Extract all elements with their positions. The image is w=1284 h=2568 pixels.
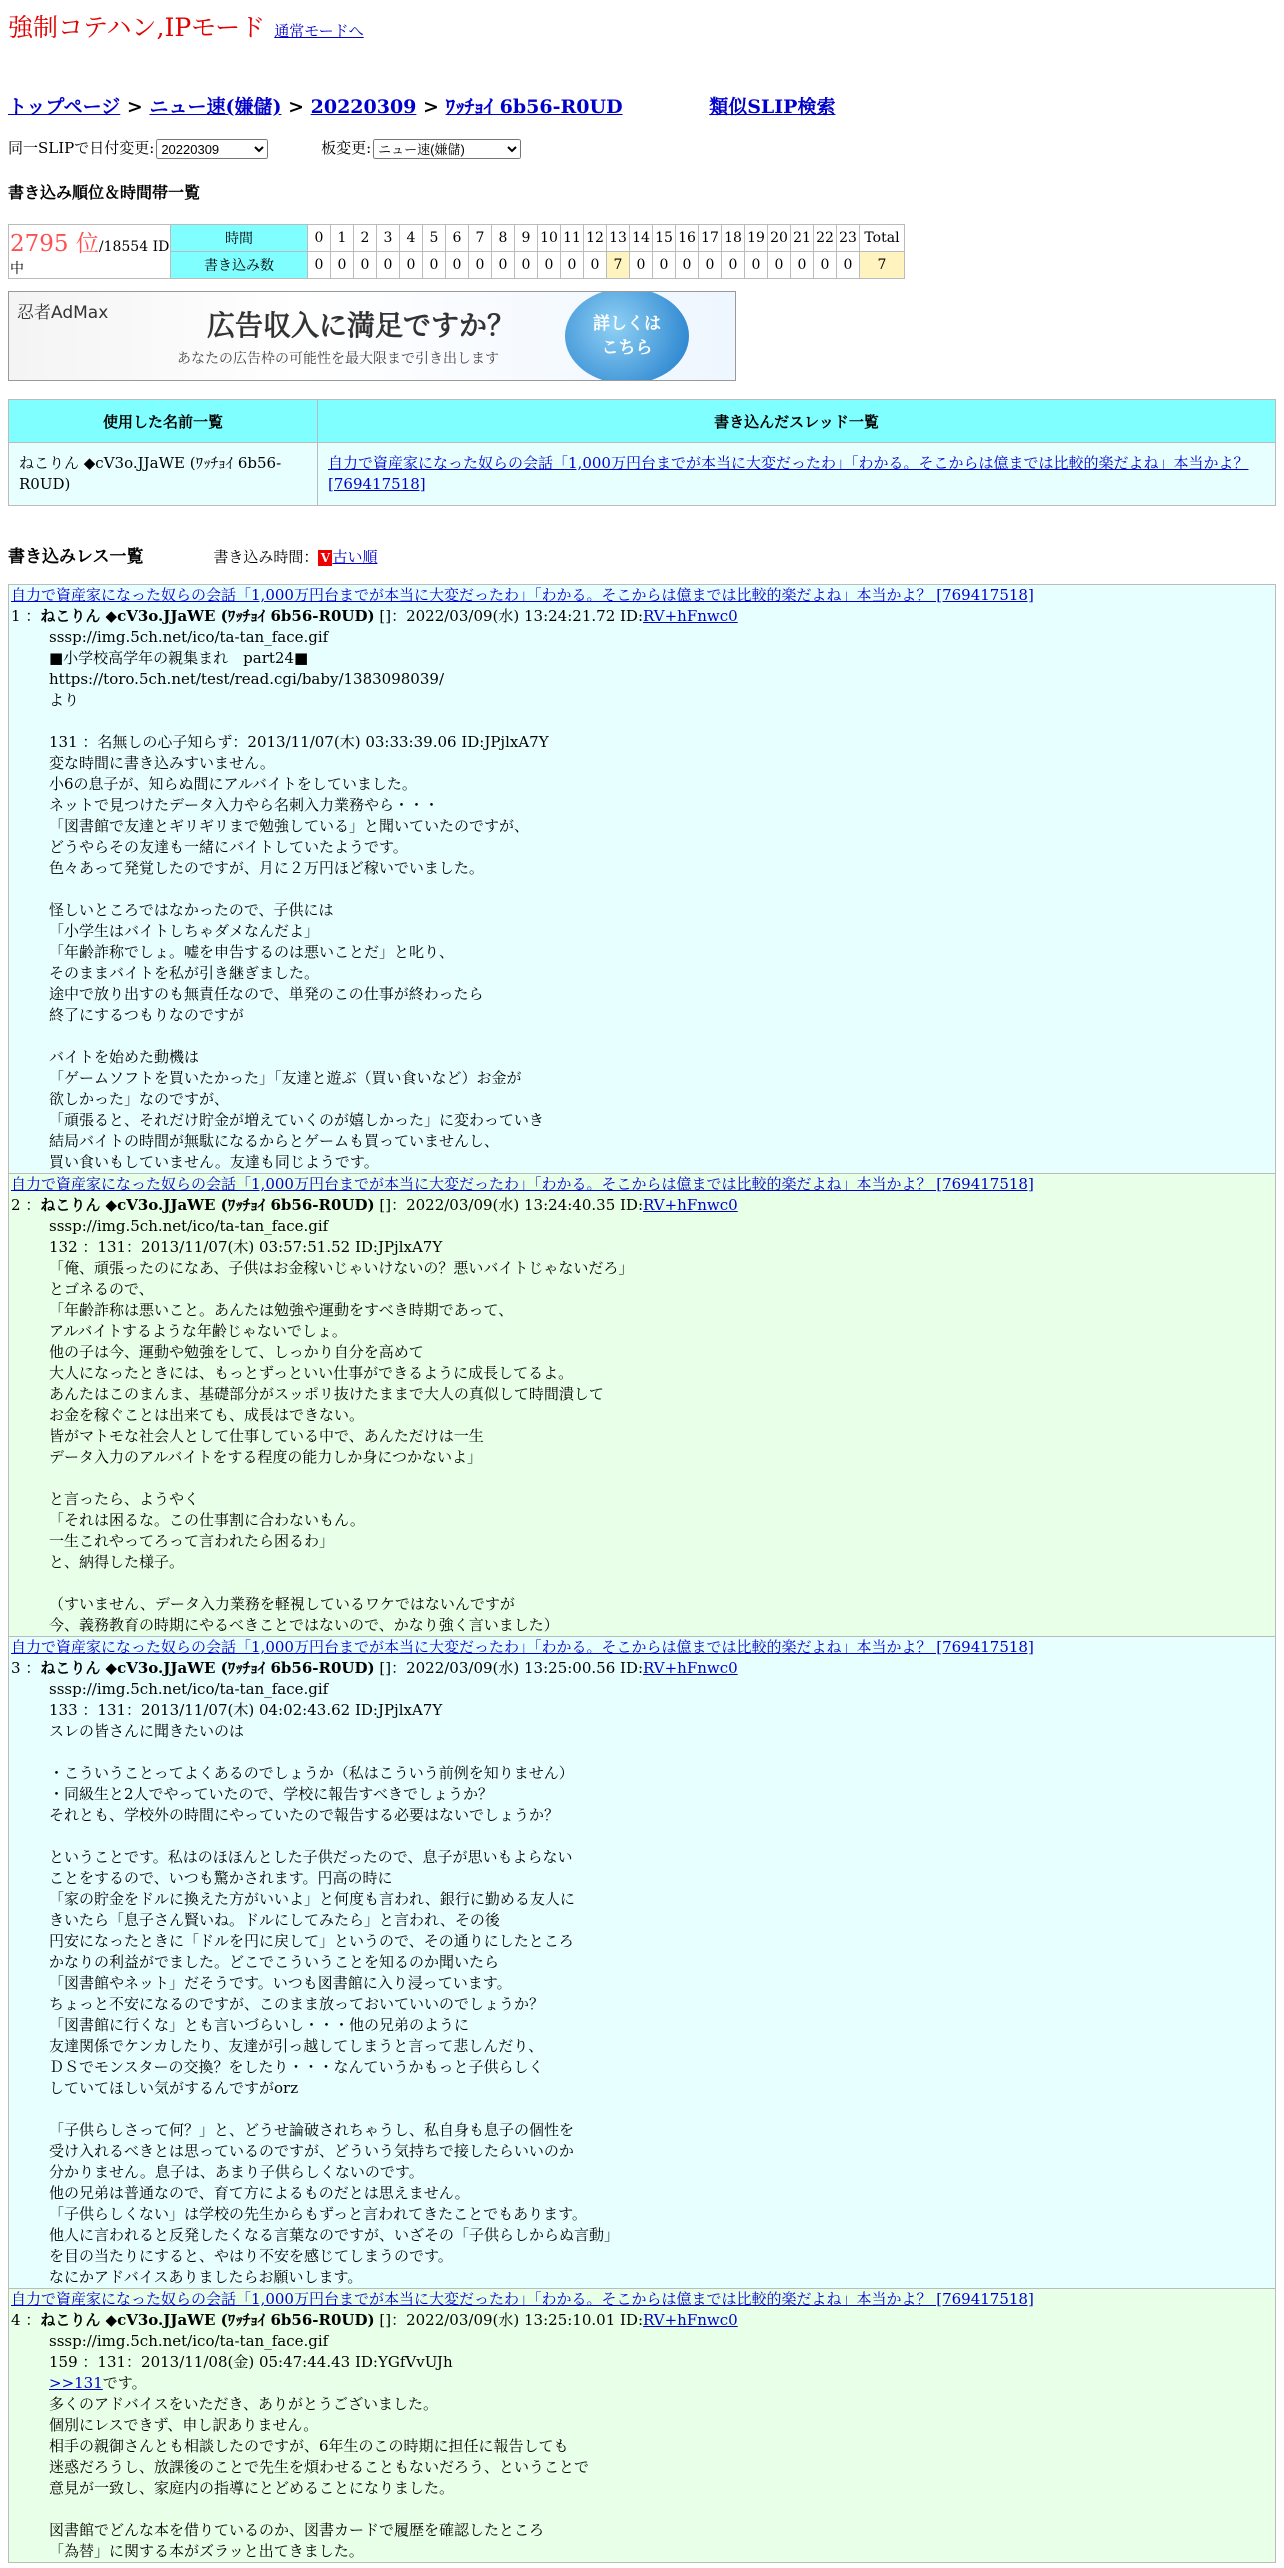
hour-cell: 7	[469, 225, 492, 252]
post-line: 相手の親御さんとも相談したのですが、6年生のこの時期に担任に報告しても	[49, 2437, 569, 2455]
post-id-link[interactable]: RV+hFnwc0	[643, 1659, 738, 1677]
posts-list	[8, 584, 1276, 2562]
count-label: 書き込み数	[171, 252, 308, 279]
post-author: ねこりん ◆cV3o.JJaWE (ﾜｯﾁｮｲ 6b56-R0UD)	[40, 2311, 375, 2329]
posts-heading	[8, 542, 377, 567]
count-cell: 0	[515, 252, 538, 279]
breadcrumb-sep: >	[126, 96, 143, 118]
ranking-heading: 書き込み順位＆時間帯一覧	[8, 183, 201, 202]
post-line: 受け入れるべきとは思っているのですが、どういう気持ちで接したらいいのか	[49, 2142, 574, 2160]
count-cell: 0	[722, 252, 745, 279]
post-line: 「俺、頑張ったのになあ、子供はお金稼いじゃいけないの？悪いバイトじゃないだろ」	[49, 1259, 634, 1277]
time-label: 時間	[171, 225, 308, 252]
count-cell: 0	[676, 252, 699, 279]
sort-order	[213, 548, 377, 566]
post-line: と言ったら、ようやく	[49, 1490, 200, 1508]
post	[8, 1173, 1276, 1637]
post-line: sssp://img.5ch.net/ico/ta-tan_face.gif	[49, 2332, 329, 2350]
board-change-label: 板変更:	[321, 139, 372, 157]
post-line: 途中で放り出すのも無責任なので、単発のこの仕事が終わったら	[49, 985, 484, 1003]
post-line: ■小学校高学年の親集まれ part24■	[49, 649, 309, 667]
post-line: ネットで見つけたデータ入力やら名刺入力業務やら・・・	[49, 796, 440, 814]
post	[8, 584, 1276, 1174]
post-line: 「図書館で友達とギリギリまで勉強している」と聞いていたのですが、	[49, 817, 530, 835]
hour-cell: 0	[308, 225, 331, 252]
post-thread-link[interactable]: 自力で資産家になった奴らの会話「1,000万円台までが本当に大変だったわ」「わかる。そこからは億までは比較的楽だよね」本当かよ？ [769417518]	[11, 586, 1034, 604]
used-name: ねこりん ◆cV3o.JJaWE (ﾜｯﾁｮｲ 6b56-R0UD)	[9, 443, 318, 506]
post-author: ねこりん ◆cV3o.JJaWE (ﾜｯﾁｮｲ 6b56-R0UD)	[40, 1196, 375, 1214]
post-line: 多くのアドバイスをいただき、ありがとうございました。	[49, 2395, 438, 2413]
breadcrumb-board[interactable]: ニュー速(嫌儲)	[149, 96, 282, 118]
post-line: とゴネるので、	[49, 1280, 154, 1298]
count-cell: 0	[630, 252, 653, 279]
post-line: 今、義務教育の時期にやるべきことではないので、かなり強く言いました）	[49, 1616, 559, 1634]
hour-cell: 17	[699, 225, 722, 252]
hour-cell: 18	[722, 225, 745, 252]
threads-column-header: 書き込んだスレッド一覧	[318, 400, 1276, 443]
post-meta: 2 ：ねこりん ◆cV3o.JJaWE (ﾜｯﾁｮｲ 6b56-R0UD) []：2022/03/09(水) 13:24:40.35 ID:RV+hFnwc0	[11, 1196, 738, 1214]
hours-row	[9, 225, 905, 252]
hour-cell: 16	[676, 225, 699, 252]
hour-cell: 13	[607, 225, 630, 252]
post-line: を目の当たりにすると、やはり不安を感じてしまうのです。	[49, 2247, 453, 2265]
post-line: より	[49, 691, 80, 709]
post-line: 欲しかった」なのですが、	[49, 1090, 230, 1108]
post-number: 3	[11, 1659, 21, 1677]
thread-link[interactable]: 自力で資産家になった奴らの会話「1,000万円台までが本当に大変だったわ」「わかる。そこからは億までは比較的楽だよね」本当かよ？ [769417518]	[328, 454, 1249, 493]
post-line: 友達関係でケンカしたり、友達が引っ越してしまうと言って悲しんだり、	[49, 2037, 544, 2055]
post-line	[49, 2499, 1275, 2520]
names-threads-table	[8, 399, 1276, 506]
hour-cell: 8	[492, 225, 515, 252]
normal-mode-link[interactable]: 通常モードへ	[274, 22, 364, 40]
post-line: 「図書館に行くな」とも言いづらいし・・・他の兄弟のように	[49, 2016, 470, 2034]
hour-cell: 4	[400, 225, 423, 252]
ad-cta-button[interactable]	[565, 291, 689, 381]
count-cell: 0	[699, 252, 722, 279]
post-line: それとも、学校外の時間にやっていたので報告する必要はないでしょうか？	[49, 1806, 560, 1824]
count-cell: 0	[584, 252, 607, 279]
post-line: バイトを始めた動機は	[49, 1048, 200, 1066]
date-select[interactable]	[156, 139, 268, 159]
hour-cell: 5	[423, 225, 446, 252]
post-line: 他人に言われると反発したくなる言葉なのですが、いざその「子供らしからぬ言動」	[49, 2226, 620, 2244]
sort-label: 書き込み時間：	[213, 548, 319, 566]
post-date: []：2022/03/09(水) 13:25:00.56 ID:	[374, 1659, 644, 1677]
post-line: どうやらその友達も一緒にバイトしていたようです。	[49, 838, 408, 856]
hour-cell: 20	[768, 225, 791, 252]
breadcrumb	[8, 92, 835, 119]
post-line: ＤＳでモンスターの交換？をしたり・・・なんていうかもっと子供らしく	[49, 2058, 544, 2076]
post-line	[49, 879, 1275, 900]
hour-cell: 3	[377, 225, 400, 252]
breadcrumb-slip[interactable]: ﾜｯﾁｮｲ 6b56-R0UD	[445, 96, 623, 118]
ad-cta-line1: 詳しくは	[593, 314, 661, 334]
rank-value: 2795 位	[10, 231, 99, 257]
hour-cell: 12	[584, 225, 607, 252]
breadcrumb-sep: >	[288, 96, 304, 118]
post-author: ねこりん ◆cV3o.JJaWE (ﾜｯﾁｮｲ 6b56-R0UD)	[40, 607, 375, 625]
post-line: そのままバイトを私が引き継ぎました。	[49, 964, 320, 982]
post	[8, 1636, 1276, 2289]
post-line: スレの皆さんに聞きたいのは	[49, 1722, 245, 1740]
post-line	[49, 1468, 1275, 1489]
count-cell: 0	[469, 252, 492, 279]
count-total: 7	[860, 252, 905, 279]
post-line: ・同級生と2人でやっていたので、学校に報告すべきでしょうか？	[49, 1785, 493, 1803]
post-line: 大人になったときには、もっとずっといい仕事ができるように成長してるよ。	[49, 1364, 574, 1382]
post-line: 円安になったときに「ドルを円に戻して」というので、その通りにしたところ	[49, 1932, 574, 1950]
post-body	[9, 1216, 1275, 1636]
count-cell: 0	[400, 252, 423, 279]
post-date: []：2022/03/09(水) 13:25:10.01 ID:	[374, 2311, 644, 2329]
post-id-link[interactable]: RV+hFnwc0	[643, 2311, 738, 2329]
count-cell: 0	[492, 252, 515, 279]
thread-cell	[318, 443, 1276, 506]
count-cell: 0	[791, 252, 814, 279]
names-column-header: 使用した名前一覧	[9, 400, 318, 443]
hour-cell: 1	[331, 225, 354, 252]
post-line: ということです。私はのほほんとした子供だったので、息子が思いもよらない	[49, 1848, 573, 1866]
count-cell: 0	[354, 252, 377, 279]
rank-cell	[9, 225, 171, 279]
post-line: と、納得した様子。	[49, 1553, 185, 1571]
count-cell: 0	[308, 252, 331, 279]
hour-cell: 2	[354, 225, 377, 252]
ad-cta-line2: こちら	[601, 338, 653, 358]
ad-subline: あなたの広告枠の可能性を最大限まで引き出します	[177, 351, 499, 367]
post-line: （すいません、データ入力業務を軽視しているワケではないんですが	[49, 1595, 515, 1613]
post-meta: 3 ：ねこりん ◆cV3o.JJaWE (ﾜｯﾁｮｲ 6b56-R0UD) []：2022/03/09(水) 13:25:00.56 ID:RV+hFnwc0	[11, 1659, 738, 1677]
post-line	[49, 1026, 1275, 1047]
breadcrumb-date[interactable]: 20220309	[310, 96, 417, 118]
post-line: お金を稼ぐことは出来ても、成長はできない。	[49, 1406, 365, 1424]
hour-cell: 6	[446, 225, 469, 252]
post-body	[9, 2331, 1275, 2562]
hour-cell: 22	[814, 225, 837, 252]
post-line: ちょっと不安になるのですが、このまま放っておいていいのでしょうか？	[49, 1995, 545, 2013]
reply-anchor-link[interactable]: >>131	[49, 2374, 103, 2392]
count-cell: 7	[607, 252, 630, 279]
post-line: ことをするので、いつも驚かされます。円高の時に	[49, 1869, 393, 1887]
count-cell: 0	[561, 252, 584, 279]
similar-slip-search-link[interactable]: 類似SLIP検索	[709, 96, 836, 118]
post-line	[49, 711, 1275, 732]
count-cell: 0	[768, 252, 791, 279]
ad-headline: 広告収入に満足ですか？	[207, 309, 516, 342]
breadcrumb-top[interactable]: トップページ	[8, 96, 121, 118]
post-line: 「それは困るな。この仕事割に合わないもん。	[49, 1511, 365, 1529]
post-line: きいたら「息子さん賢いね。ドルにしてみたら」と言われ、その後	[49, 1911, 500, 1929]
count-cell: 0	[653, 252, 676, 279]
page-header	[8, 8, 364, 44]
post-line	[49, 1742, 1275, 1763]
rank-total: /18554 ID中	[10, 239, 170, 277]
post-line: 「小学生はバイトしちゃダメなんだよ」	[49, 922, 320, 940]
post-date: []：2022/03/09(水) 13:24:40.35 ID:	[374, 1196, 644, 1214]
hour-cell: 23	[837, 225, 860, 252]
post-line: sssp://img.5ch.net/ico/ta-tan_face.gif	[49, 1217, 329, 1235]
post-id-link[interactable]: RV+hFnwc0	[643, 607, 738, 625]
post-line: sssp://img.5ch.net/ico/ta-tan_face.gif	[49, 628, 329, 646]
breadcrumb-sep: >	[423, 96, 439, 118]
post-body	[9, 627, 1275, 1173]
post-line: 159 ：131：2013/11/08(金) 05:47:44.43 ID:YGfVvUJh	[49, 2353, 453, 2371]
count-cell: 0	[377, 252, 400, 279]
post-number: 1	[11, 607, 21, 625]
reply-anchor-tail: です。	[102, 2374, 147, 2392]
date-change-label: 同一SLIPで日付変更:	[8, 139, 155, 157]
hour-cell: 11	[561, 225, 584, 252]
post-line: 変な時間に書き込みすいません。	[49, 754, 275, 772]
post-line: 意見が一致し、家庭内の指導にとどめることになりました。	[49, 2479, 455, 2497]
ad-brand: 忍者AdMax	[17, 303, 109, 323]
post-line: ・こういうことってよくあるのでしょうか（私はこういう前例を知りません）	[49, 1764, 574, 1782]
post-line: 「子供らしくない」は学校の先生からもずっと言われてきたことでもあります。	[49, 2205, 587, 2223]
post-meta: 1 ：ねこりん ◆cV3o.JJaWE (ﾜｯﾁｮｲ 6b56-R0UD) []：2022/03/09(水) 13:24:21.72 ID:RV+hFnwc0	[11, 607, 738, 625]
post-line	[49, 1573, 1275, 1594]
posts-title: 書き込みレス一覧	[8, 547, 144, 567]
post-number: 4	[11, 2311, 21, 2329]
post-line: 「頑張ると、それだけ貯金が増えていくのが嬉しかった」に変わっていき	[49, 1111, 544, 1129]
count-cell: 0	[446, 252, 469, 279]
post-thread-link[interactable]: 自力で資産家になった奴らの会話「1,000万円台までが本当に大変だったわ」「わかる。そこからは億までは比較的楽だよね」本当かよ？ [769417518]	[11, 2290, 1034, 2308]
post-line: 終了にするつもりなのですが	[49, 1006, 244, 1024]
count-cell: 0	[814, 252, 837, 279]
post-line: 「年齢詐称は悪いこと。あんたは勉強や運動をすべき時期であって、	[49, 1301, 514, 1319]
post-line	[49, 2373, 1275, 2394]
post-line: 皆がマトモな社会人として仕事している中で、あんただけは一生	[49, 1427, 484, 1445]
post-line: 「子供らしさって何？」と、どうせ論破されちゃうし、私自身も息子の個性を	[49, 2121, 575, 2139]
post-line: かなりの利益がでました。どこでこういうことを知るのか聞いたら	[49, 1953, 500, 1971]
count-cell: 0	[423, 252, 446, 279]
post	[8, 2288, 1276, 2563]
post-line: 133 ：131：2013/11/07(木) 04:02:43.62 ID:JPjlxA7Y	[49, 1701, 443, 1719]
post-number: 2	[11, 1196, 21, 1214]
count-cell: 0	[331, 252, 354, 279]
post-line: 「家の貯金をドルに換えた方がいいよ」と何度も言われ、銀行に勤める友人に	[49, 1890, 575, 1908]
hour-cell: 10	[538, 225, 561, 252]
ad-banner[interactable]	[8, 291, 736, 381]
hour-cell: 21	[791, 225, 814, 252]
post-line: データ入力のアルバイトをする程度の能力しか身につかないよ」	[49, 1448, 483, 1466]
post-line: 小6の息子が、知らぬ間にアルバイトをしていました。	[49, 775, 417, 793]
sort-arrow-icon: V	[318, 550, 332, 566]
board-select[interactable]	[373, 139, 521, 159]
hour-cell: 19	[745, 225, 768, 252]
post-line: sssp://img.5ch.net/ico/ta-tan_face.gif	[49, 1680, 329, 1698]
hour-cell: 9	[515, 225, 538, 252]
post-line: https://toro.5ch.net/test/read.cgi/baby/1383098039/	[49, 670, 444, 688]
post-line: 結局バイトの時間が無駄になるからとゲームも買っていませんし、	[49, 1132, 500, 1150]
post-line: 迷惑だろうし、放課後のことで先生を煩わせることもないだろう、ということで	[49, 2458, 590, 2476]
post-line: 「ゲームソフトを買いたかった」「友達と遊ぶ（買い食いなど）お金が	[49, 1069, 522, 1087]
post-line: 一生これやってろって言われたら困るわ」	[49, 1532, 335, 1550]
post-id-link[interactable]: RV+hFnwc0	[643, 1196, 738, 1214]
hour-cell: 15	[653, 225, 676, 252]
post-line: 「為替」に関する本がズラッと出てきました。	[49, 2542, 364, 2560]
post-line: 色々あって発覚したのですが、月に２万円ほど稼いでいました。	[49, 859, 484, 877]
count-cell: 0	[745, 252, 768, 279]
post-line: 「年齢詐称でしょ。嘘を申告するのは悪いことだ」と叱り、	[49, 943, 455, 961]
selector-bar	[8, 137, 525, 159]
post-line: なにかアドバイスありましたらお願いします。	[49, 2268, 363, 2286]
post-line: 他の子は今、運動や勉強をして、しっかり自分を高めて	[49, 1343, 424, 1361]
post-line: 132 ：131：2013/11/07(木) 03:57:51.52 ID:JPjlxA7Y	[49, 1238, 443, 1256]
count-cell: 0	[837, 252, 860, 279]
post-line: あんたはこのまんま、基礎部分がスッポリ抜けたままで大人の真似して時間潰して	[49, 1385, 604, 1403]
post-line: 個別にレスできず、申し訳ありません。	[49, 2416, 319, 2434]
sort-oldest-link[interactable]: 古い順	[332, 548, 378, 566]
post-body	[9, 1679, 1275, 2288]
post-meta: 4 ：ねこりん ◆cV3o.JJaWE (ﾜｯﾁｮｲ 6b56-R0UD) []：2022/03/09(水) 13:25:10.01 ID:RV+hFnwc0	[11, 2311, 738, 2329]
post-thread-link[interactable]: 自力で資産家になった奴らの会話「1,000万円台までが本当に大変だったわ」「わかる。そこからは億までは比較的楽だよね」本当かよ？ [769417518]	[11, 1638, 1034, 1656]
post-line: 「図書館やネット」だそうです。いつも図書館に入り浸っています。	[49, 1974, 512, 1992]
post-thread-link[interactable]: 自力で資産家になった奴らの会話「1,000万円台までが本当に大変だったわ」「わかる。そこからは億までは比較的楽だよね」本当かよ？ [769417518]	[11, 1175, 1034, 1193]
post-line: 買い食いもしていません。友達も同じようです。	[49, 1153, 379, 1171]
page-title: 強制コテハン,IPモード	[8, 13, 266, 42]
hour-total-header: Total	[860, 225, 905, 252]
post-line: 分かりません。息子は、あまり子供らしくないのです。	[49, 2163, 424, 2181]
post-date: []：2022/03/09(水) 13:24:21.72 ID:	[374, 607, 644, 625]
post-line: 怪しいところではなかったので、子供には	[49, 901, 334, 919]
post-line	[49, 1826, 1275, 1847]
post-line: 図書館でどんな本を借りているのか、図書カードで履歴を確認したところ	[49, 2521, 545, 2539]
post-line: していてほしい気がするんですがorz	[49, 2079, 299, 2097]
post-line: アルバイトするような年齢じゃないでしょ。	[49, 1322, 347, 1340]
ranking-table	[8, 224, 905, 279]
post-line: 他の兄弟は普通なので、育て方によるものだとは思えません。	[49, 2184, 470, 2202]
count-cell: 0	[538, 252, 561, 279]
post-author: ねこりん ◆cV3o.JJaWE (ﾜｯﾁｮｲ 6b56-R0UD)	[40, 1659, 375, 1677]
post-line: 131 ：名無しの心子知らず：2013/11/07(木) 03:33:39.06 ID:JPjlxA7Y	[49, 733, 549, 751]
hour-cell: 14	[630, 225, 653, 252]
post-line	[49, 2099, 1275, 2120]
